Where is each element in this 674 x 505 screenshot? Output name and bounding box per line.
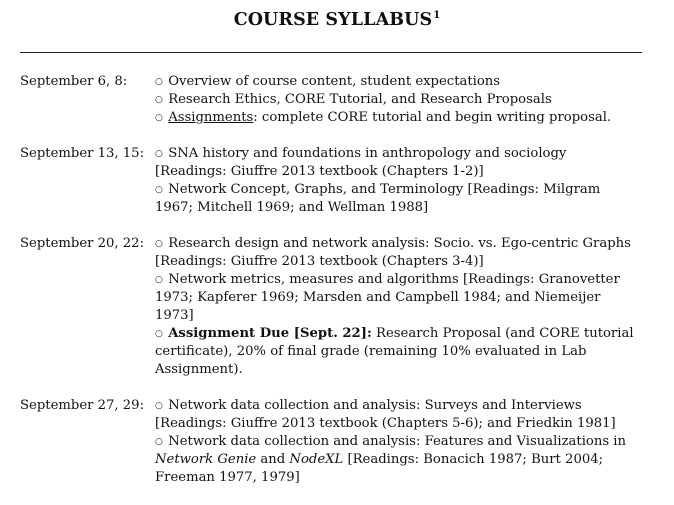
topic-text: Research Ethics, CORE Tutorial, and Research Proposals [168,92,552,107]
title-divider [20,52,642,53]
topic-text: Network metrics, measures and algorithms [Readings: Granovetter 1973; Kapferer 1969; Marsden and Campbell 1984; and Niemeijer 1973] [155,272,620,323]
topic-item [155,271,640,325]
topic-item [155,145,640,181]
title-footnote-marker: 1 [433,10,441,22]
topic-text: Network Concept, Graphs, and Terminology [Readings: Milgram 1967; Mitchell 1969; and Wellman 1988] [155,182,601,215]
assignment-item [155,325,640,379]
topic-text-lead: Network data collection and analysis: Features and Visualizations in [168,434,627,449]
software-name-network-genie: Network Genie [155,452,257,467]
topic-item [155,91,640,109]
software-name-nodexl: NodeXL [289,452,344,467]
schedule [20,73,640,505]
bullet-icon: ○ [155,113,163,123]
week-date: September 20, 22: [20,236,145,251]
bullet-icon: ○ [155,401,163,411]
topic-item [155,397,640,433]
bullet-icon: ○ [155,95,163,105]
week-topics [155,145,640,217]
assignment-text: : complete CORE tutorial and begin writing proposal. [253,110,612,125]
topic-text: Network data collection and analysis: Surveys and Interviews [Readings: Giuffre 2013 textbook (Chapters 5-6); and Friedkin 1981] [155,398,616,431]
schedule-week [20,235,640,379]
week-topics [155,235,640,379]
week-topics [155,73,640,127]
assignments-label: Assignments [168,110,254,125]
title-text: COURSE SYLLABUS [233,10,433,30]
bullet-icon: ○ [155,77,163,87]
assignment-due-label: Assignment Due [Sept. 22]: [168,326,372,341]
bullet-icon: ○ [155,149,163,159]
bullet-icon: ○ [155,275,163,285]
bullet-icon: ○ [155,329,163,339]
bullet-icon: ○ [155,239,163,249]
week-date: September 27, 29: [20,398,145,413]
assignment-item [155,109,640,127]
topic-text-mid: and [256,452,290,467]
schedule-week [20,397,640,487]
schedule-week [20,145,640,217]
bullet-icon: ○ [155,437,163,447]
topic-text: Overview of course content, student expectations [168,74,501,89]
topic-text-rest: [Readings: Bonacich 1987; Burt 2004; Freeman 1977, 1979] [155,452,604,485]
topic-text: Research design and network analysis: Socio. vs. Ego-centric Graphs [Readings: Giuffre 2013 textbook (Chapters 3-4)] [155,236,631,269]
topic-item [155,433,640,487]
assignment-text: Research Proposal (and CORE tutorial certificate), 20% of final grade (remaining 10% evaluated in Lab Assignment). [155,326,634,377]
week-topics [155,397,640,487]
week-date: September 13, 15: [20,146,145,161]
topic-item [155,73,640,91]
topic-item [155,235,640,271]
week-date: September 6, 8: [20,74,128,89]
schedule-week [20,73,640,127]
bullet-icon: ○ [155,185,163,195]
topic-item [155,181,640,217]
topic-text: SNA history and foundations in anthropology and sociology [Readings: Giuffre 2013 textbook (Chapters 1-2)] [155,146,567,179]
page-title [0,10,674,30]
